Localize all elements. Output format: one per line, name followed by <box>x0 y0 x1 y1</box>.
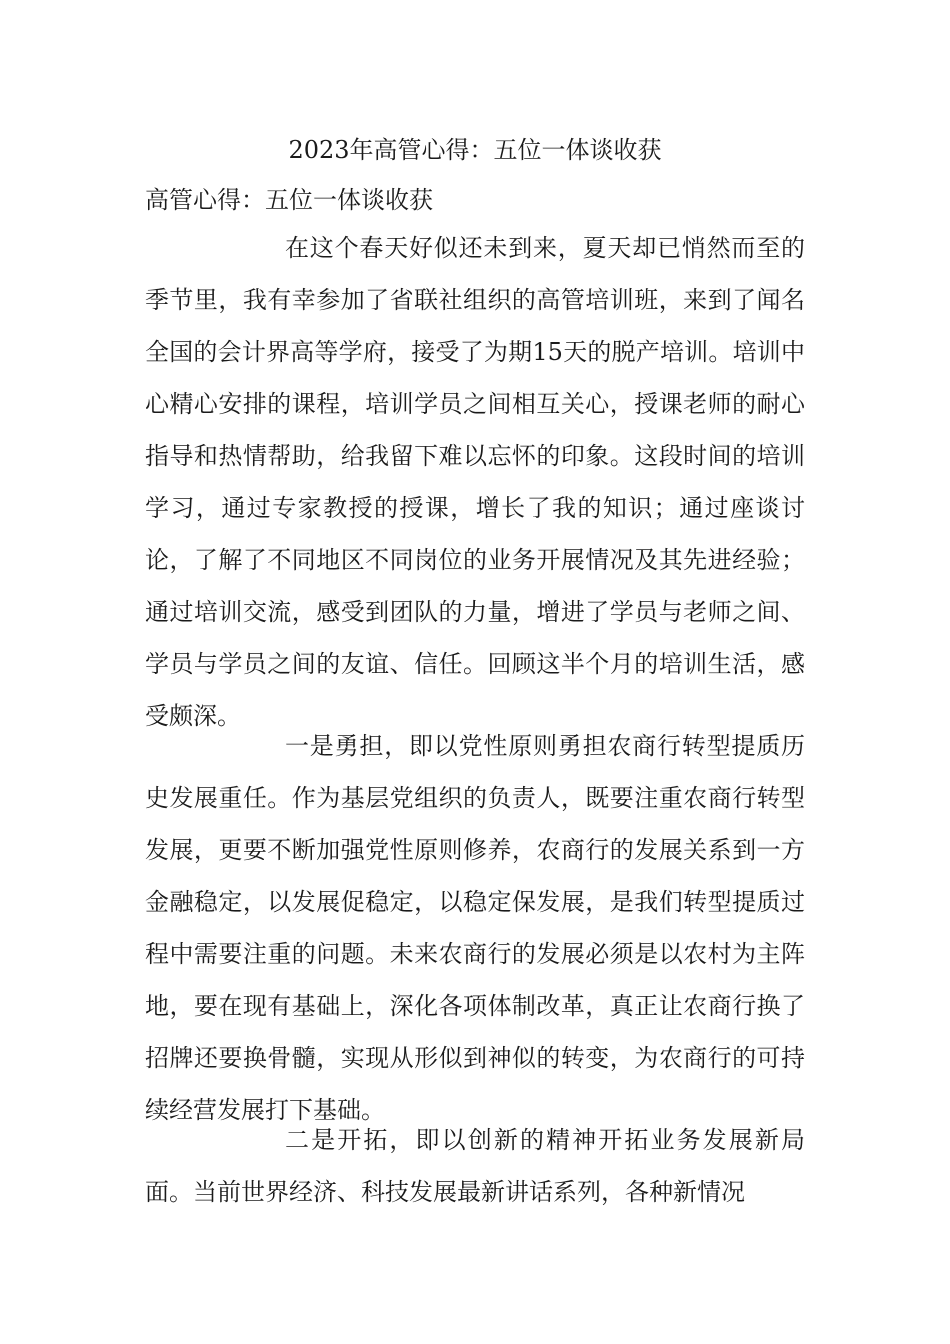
paragraph-point-two: 二是开拓，即以创新的精神开拓业务发展新局面。当前世界经济、科技发展最新讲话系列，各种新情况 <box>145 1126 805 1206</box>
paragraph-intro: 在这个春天好似还未到来，夏天却已悄然而至的季节里，我有幸参加了省联社组织的高管培训班，来到了闻名全国的会计界高等学府，接受了为期15天的脱产培训。培训中心精心安排的课程，培训学员之间相互关心，授课老师的耐心指导和热情帮助，给我留下难以忘怀的印象。这段时间的培训学习，通过专家教授的授课，增长了我的知识；通过座谈讨论，了解了不同地区不同岗位的业务开展情况及其先进经验；通过培训交流，感受到团队的力量，增进了学员与老师之间、学员与学员之间的友谊、信任。回顾这半个月的培训生活，感受颇深。 <box>145 234 805 730</box>
paragraph-point-one: 一是勇担，即以党性原则勇担农商行转型提质历史发展重任。作为基层党组织的负责人，既要注重农商行转型发展，更要不断加强党性原则修养，农商行的发展关系到一方金融稳定，以发展促稳定，以稳定保发展，是我们转型提质过程中需要注重的问题。未来农商行的发展必须是以农村为主阵地，要在现有基础上，深化各项体制改革，真正让农商行换了招牌还要换骨髓，实现从形似到神似的转变，为农商行的可持续经营发展打下基础。 <box>145 732 805 1124</box>
document-subtitle: 高管心得：五位一体谈收获 <box>145 186 433 214</box>
document-title: 2023年高管心得：五位一体谈收获 <box>288 136 662 164</box>
